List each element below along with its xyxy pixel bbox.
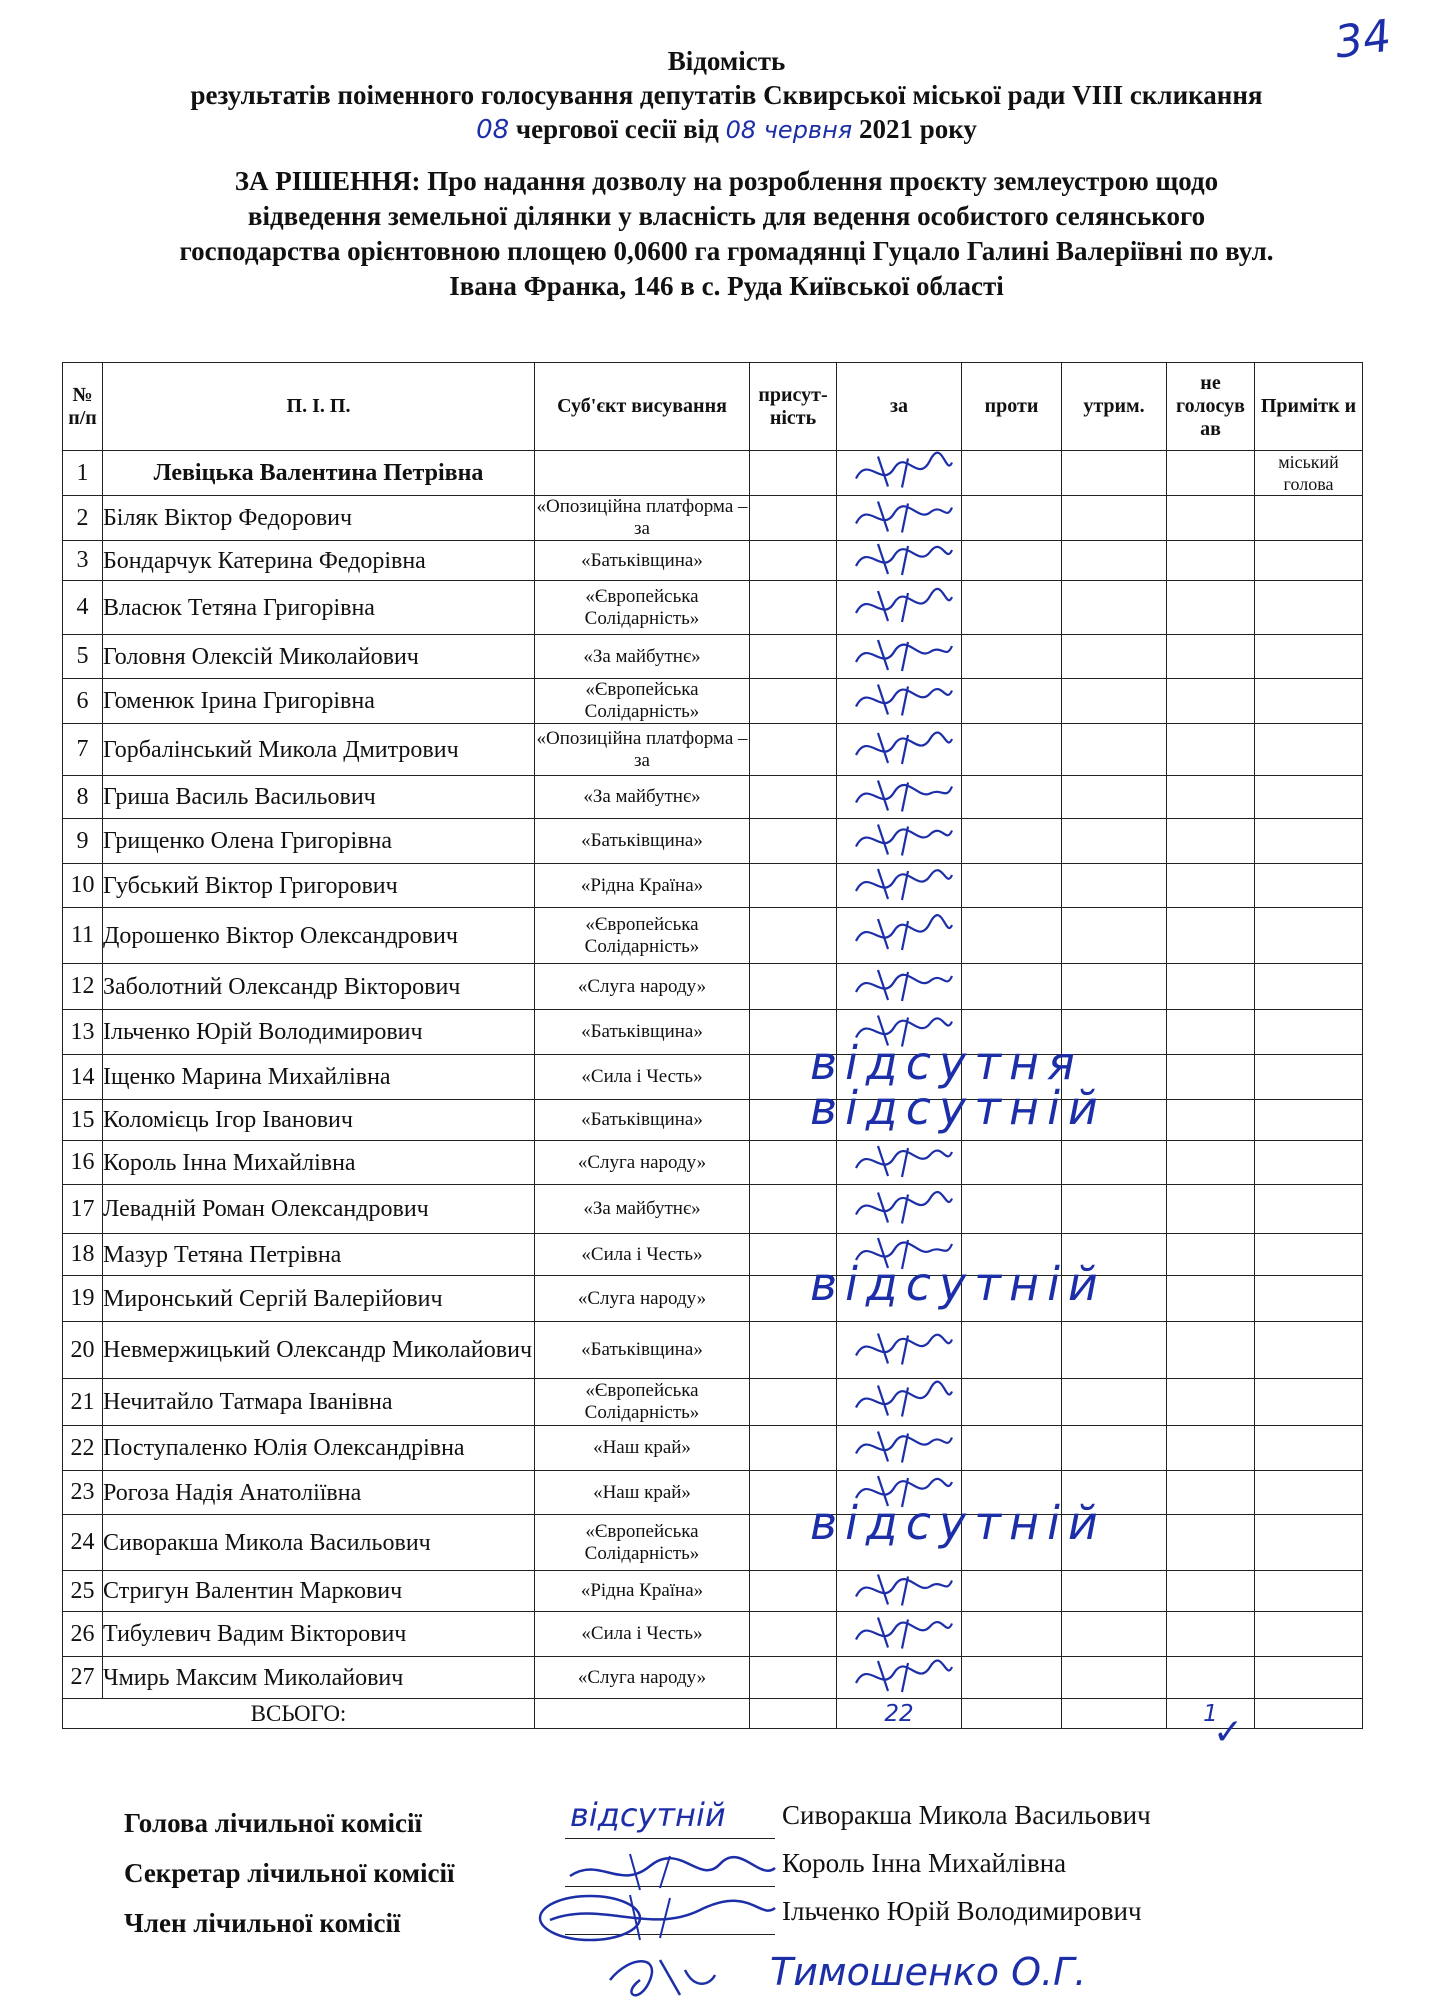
cell-not-voted [1167, 635, 1255, 679]
deputy-party: «Батьківщина» [535, 1322, 750, 1379]
cell-abstain [1062, 679, 1167, 724]
deputy-party: «Сила і Честь» [535, 1612, 750, 1657]
cell-present [750, 864, 837, 908]
cell-against [962, 1185, 1062, 1234]
bottom-signature [600, 1950, 720, 2000]
cell-against [962, 724, 1062, 776]
cell-not-voted [1167, 1276, 1255, 1322]
table-row [63, 1379, 1363, 1426]
cell-against [962, 1379, 1062, 1426]
cell-present [750, 1657, 837, 1699]
cell-against [962, 451, 1062, 496]
cell-not-voted [1167, 964, 1255, 1010]
cell-against [962, 819, 1062, 864]
cell-against [962, 1141, 1062, 1185]
total-row [63, 1699, 1363, 1729]
table-row [63, 1276, 1363, 1322]
row-number: 10 [63, 864, 103, 908]
chair-absent-note: відсутній [570, 1796, 726, 1834]
deputy-party: «За майбутнє» [535, 1185, 750, 1234]
deputy-note [1255, 964, 1363, 1010]
cell-not-voted [1167, 1515, 1255, 1571]
deputy-party: «Опозиційна платформа – за [535, 724, 750, 776]
cell-present [750, 451, 837, 496]
cell-not-voted [1167, 864, 1255, 908]
cell-against [962, 581, 1062, 635]
cell-not-voted [1167, 1612, 1255, 1657]
table-row [63, 1571, 1363, 1612]
doc-subtitle: результатів поіменного голосування депутатів Сквирської міської ради VIII скликання [190, 80, 1263, 110]
col-abstain: утрим. [1062, 363, 1167, 451]
deputy-name: Король Інна Михайлівна [103, 1141, 535, 1185]
cell-not-voted [1167, 724, 1255, 776]
member-signature [530, 1880, 780, 1950]
deputy-note [1255, 1471, 1363, 1515]
absent-mark: відсутній [810, 1496, 1106, 1550]
deputy-name: Головня Олексій Миколайович [103, 635, 535, 679]
deputy-name: Сиворакша Микола Васильович [103, 1515, 535, 1571]
deputy-name: Коломієць Ігор Іванович [103, 1100, 535, 1141]
deputy-party: «Слуга народу» [535, 964, 750, 1010]
row-number: 21 [63, 1379, 103, 1426]
deputy-party: «Європейська Солідарність» [535, 581, 750, 635]
deputy-party: «Батьківщина» [535, 1010, 750, 1055]
cell-against [962, 864, 1062, 908]
chair-name: Сиворакша Микола Васильович [782, 1800, 1151, 1830]
deputy-party: «Слуга народу» [535, 1141, 750, 1185]
deputy-name: Грищенко Олена Григорівна [103, 819, 535, 864]
cell-against [962, 776, 1062, 819]
deputy-party: «Слуга народу» [535, 1657, 750, 1699]
cell-not-voted [1167, 1185, 1255, 1234]
table-row [63, 1426, 1363, 1471]
decision-line-2: відведення земельної ділянки у власність для ведення особистого селянського [247, 201, 1206, 231]
deputy-note [1255, 581, 1363, 635]
deputy-name: Дорошенко Віктор Олександрович [103, 908, 535, 964]
cell-not-voted [1167, 1141, 1255, 1185]
table-row [63, 908, 1363, 964]
cell-against [962, 1426, 1062, 1471]
cell-abstain [1062, 635, 1167, 679]
chair-label: Голова лічильної комісії [124, 1808, 422, 1838]
table-row [63, 776, 1363, 819]
deputy-name: Левіцька Валентина Петрівна [103, 451, 535, 496]
table-row [63, 1471, 1363, 1515]
cell-against [962, 1657, 1062, 1699]
deputy-note [1255, 496, 1363, 541]
row-number: 2 [63, 496, 103, 541]
session-date: 08 червня [725, 116, 853, 144]
cell-not-voted [1167, 908, 1255, 964]
cell-abstain [1062, 1185, 1167, 1234]
deputy-note [1255, 679, 1363, 724]
row-number: 11 [63, 908, 103, 964]
cell-abstain [1062, 1571, 1167, 1612]
absent-mark: відсутня [810, 1036, 1083, 1090]
row-number: 6 [63, 679, 103, 724]
cell-abstain [1062, 1141, 1167, 1185]
deputy-name: Чмирь Максим Миколайович [103, 1657, 535, 1699]
total-notes [1255, 1699, 1363, 1729]
deputy-note [1255, 1010, 1363, 1055]
cell-not-voted [1167, 1571, 1255, 1612]
deputy-party: «Наш край» [535, 1471, 750, 1515]
cell-not-voted [1167, 776, 1255, 819]
deputy-note [1255, 1515, 1363, 1571]
decision-line-4: Івана Франка, 146 в с. Руда Київської області [449, 271, 1004, 301]
row-number: 8 [63, 776, 103, 819]
row-number: 17 [63, 1185, 103, 1234]
cell-present [750, 581, 837, 635]
deputy-name: Нечитайло Татмара Іванівна [103, 1379, 535, 1426]
table-row [63, 541, 1363, 581]
cell-not-voted [1167, 1100, 1255, 1141]
row-number: 26 [63, 1612, 103, 1657]
deputy-note [1255, 1322, 1363, 1379]
deputy-note [1255, 864, 1363, 908]
table-row [63, 679, 1363, 724]
table-row [63, 1612, 1363, 1657]
table-row [63, 451, 1363, 496]
table-row [63, 496, 1363, 541]
row-number: 4 [63, 581, 103, 635]
col-for: за [837, 363, 962, 451]
cell-not-voted [1167, 1379, 1255, 1426]
col-name: П. І. П. [103, 363, 535, 451]
deputy-name: Гоменюк Ірина Григорівна [103, 679, 535, 724]
deputy-name: Ільченко Юрій Володимирович [103, 1010, 535, 1055]
row-number: 18 [63, 1234, 103, 1276]
deputy-name: Левадній Роман Олександрович [103, 1185, 535, 1234]
row-number: 24 [63, 1515, 103, 1571]
row-number: 9 [63, 819, 103, 864]
chair-signature-line [565, 1838, 775, 1839]
vote-table [62, 362, 1363, 1729]
table-row [63, 864, 1363, 908]
row-number: 16 [63, 1141, 103, 1185]
cell-present [750, 1185, 837, 1234]
deputy-note [1255, 1379, 1363, 1426]
cell-against [962, 679, 1062, 724]
deputy-note [1255, 1571, 1363, 1612]
row-number: 5 [63, 635, 103, 679]
cell-not-voted [1167, 1010, 1255, 1055]
deputy-name: Власюк Тетяна Григорівна [103, 581, 535, 635]
row-number: 14 [63, 1055, 103, 1100]
row-number: 7 [63, 724, 103, 776]
deputy-note [1255, 635, 1363, 679]
deputy-name: Тибулевич Вадим Вікторович [103, 1612, 535, 1657]
cell-abstain [1062, 451, 1167, 496]
decision-line-3: господарства орієнтовною площею 0,0600 га громадянці Гуцало Галині Валеріївні по вул. [179, 236, 1274, 266]
row-number: 19 [63, 1276, 103, 1322]
table-row [63, 1055, 1363, 1100]
cell-abstain [1062, 1322, 1167, 1379]
cell-present [750, 1612, 837, 1657]
row-number: 20 [63, 1322, 103, 1379]
deputy-party: «Слуга народу» [535, 1276, 750, 1322]
cell-present [750, 635, 837, 679]
deputy-note [1255, 1657, 1363, 1699]
decision-line-1: ЗА РІШЕННЯ: Про надання дозволу на розроблення проєкту землеустрою щодо [234, 166, 1219, 196]
deputy-party: «Європейська Солідарність» [535, 1379, 750, 1426]
deputy-name: Заболотний Олександр Вікторович [103, 964, 535, 1010]
cell-not-voted [1167, 541, 1255, 581]
session-line-end: 2021 року [858, 114, 977, 144]
deputy-note [1255, 1055, 1363, 1100]
deputy-party: «Рідна Країна» [535, 864, 750, 908]
cell-not-voted [1167, 496, 1255, 541]
cell-present [750, 1426, 837, 1471]
cell-not-voted [1167, 451, 1255, 496]
table-row [63, 1515, 1363, 1571]
deputy-name: Поступаленко Юлія Олександрівна [103, 1426, 535, 1471]
col-notes: Примітк и [1255, 363, 1363, 451]
deputy-party: «Європейська Солідарність» [535, 679, 750, 724]
table-row [63, 964, 1363, 1010]
deputy-party: «Наш край» [535, 1426, 750, 1471]
table-row [63, 1141, 1363, 1185]
cell-abstain [1062, 541, 1167, 581]
cell-present [750, 1571, 837, 1612]
row-number: 27 [63, 1657, 103, 1699]
table-row [63, 635, 1363, 679]
total-not-voted: 1 [1167, 1699, 1255, 1729]
deputy-note [1255, 1426, 1363, 1471]
secretary-label: Секретар лічильної комісії [124, 1858, 455, 1888]
deputy-party: «Європейська Солідарність» [535, 908, 750, 964]
cell-abstain [1062, 908, 1167, 964]
deputy-party: «Батьківщина» [535, 819, 750, 864]
row-number: 15 [63, 1100, 103, 1141]
table-header-row [63, 363, 1363, 451]
row-number: 1 [63, 451, 103, 496]
table-row [63, 1322, 1363, 1379]
cell-present [750, 1141, 837, 1185]
cell-not-voted [1167, 679, 1255, 724]
cell-against [962, 496, 1062, 541]
deputy-party: «Сила і Честь» [535, 1234, 750, 1276]
table-row [63, 1234, 1363, 1276]
row-number: 23 [63, 1471, 103, 1515]
row-number: 25 [63, 1571, 103, 1612]
deputy-name: Стригун Валентин Маркович [103, 1571, 535, 1612]
cell-present [750, 964, 837, 1010]
page-number: 34 [1331, 10, 1395, 69]
col-against: проти [962, 363, 1062, 451]
deputy-party: «Батьківщина» [535, 541, 750, 581]
table-row [63, 1657, 1363, 1699]
cell-against [962, 541, 1062, 581]
total-against [962, 1699, 1062, 1729]
cell-not-voted [1167, 819, 1255, 864]
deputy-party: «За майбутнє» [535, 635, 750, 679]
cell-not-voted [1167, 1234, 1255, 1276]
deputy-party: «Опозиційна платформа – за [536, 496, 748, 539]
deputy-name: Мазур Тетяна Петрівна [103, 1234, 535, 1276]
table-row [63, 1185, 1363, 1234]
deputy-note [1255, 541, 1363, 581]
secretary-name: Король Інна Михайлівна [782, 1848, 1067, 1878]
signature-mark [848, 1226, 958, 1282]
cell-against [962, 1322, 1062, 1379]
deputy-note: міський голова [1255, 451, 1363, 496]
total-label: ВСЬОГО: [63, 1699, 535, 1729]
cell-not-voted [1167, 1055, 1255, 1100]
cell-not-voted [1167, 581, 1255, 635]
cell-against [962, 635, 1062, 679]
absent-mark: відсутній [810, 1257, 1106, 1311]
cell-abstain [1062, 964, 1167, 1010]
cell-present [750, 679, 837, 724]
cell-abstain [1062, 1657, 1167, 1699]
cell-abstain [1062, 776, 1167, 819]
cell-abstain [1062, 1426, 1167, 1471]
cell-against [962, 1612, 1062, 1657]
deputy-party: «Сила і Честь» [535, 1055, 750, 1100]
cell-not-voted [1167, 1426, 1255, 1471]
cell-not-voted [1167, 1471, 1255, 1515]
cell-abstain [1062, 1379, 1167, 1426]
table-row [63, 1010, 1363, 1055]
cell-abstain [1062, 864, 1167, 908]
cell-abstain [1062, 581, 1167, 635]
deputy-note [1255, 1141, 1363, 1185]
col-party: Суб'єкт висування [535, 363, 750, 451]
cell-present [750, 908, 837, 964]
deputy-note [1255, 1234, 1363, 1276]
deputy-party: «Батьківщина» [535, 1100, 750, 1141]
session-line-mid: чергової сесії від [515, 114, 719, 144]
deputy-note [1255, 1100, 1363, 1141]
total-for: 22 [837, 1699, 962, 1729]
cell-present [750, 1322, 837, 1379]
deputy-name: Бондарчук Катерина Федорівна [103, 541, 535, 581]
checkmark-icon: ✓ [1213, 1712, 1244, 1753]
deputy-note [1255, 819, 1363, 864]
member-name: Ільченко Юрій Володимирович [782, 1896, 1142, 1926]
deputy-party: «Рідна Країна» [535, 1571, 750, 1612]
cell-abstain [1062, 1612, 1167, 1657]
total-party [535, 1699, 750, 1729]
deputy-name: Горбалінський Микола Дмитрович [103, 724, 535, 776]
deputy-name: Рогоза Надія Анатоліївна [103, 1471, 535, 1515]
session-line [0, 112, 1453, 147]
cell-against [962, 964, 1062, 1010]
row-number: 13 [63, 1010, 103, 1055]
table-row [63, 581, 1363, 635]
cell-against [962, 1571, 1062, 1612]
cell-present [750, 496, 837, 541]
col-not-voted: не голосув ав [1167, 363, 1255, 451]
signature-mark [848, 1463, 958, 1521]
signature-mark [848, 1002, 958, 1061]
cell-abstain [1062, 819, 1167, 864]
col-num: № п/п [63, 363, 103, 451]
row-number: 3 [63, 541, 103, 581]
row-number: 12 [63, 964, 103, 1010]
deputy-name: Миронський Сергій Валерійович [103, 1276, 535, 1322]
doc-title: Відомість [667, 46, 786, 76]
deputy-note [1255, 776, 1363, 819]
cell-present [750, 819, 837, 864]
deputy-note [1255, 1185, 1363, 1234]
absent-mark: відсутній [810, 1081, 1106, 1135]
deputy-name: Гриша Василь Васильович [103, 776, 535, 819]
deputy-party [535, 451, 750, 496]
cell-present [750, 541, 837, 581]
total-present [750, 1699, 837, 1729]
table-row [63, 1100, 1363, 1141]
deputy-name: Біляк Віктор Федорович [103, 496, 535, 541]
deputy-name: Невмержицький Олександр Миколайович [103, 1322, 535, 1379]
cell-abstain [1062, 496, 1167, 541]
cell-not-voted [1167, 1657, 1255, 1699]
cell-present [750, 776, 837, 819]
deputy-note [1255, 908, 1363, 964]
cell-abstain [1062, 724, 1167, 776]
total-abstain [1062, 1699, 1167, 1729]
deputy-note [1255, 724, 1363, 776]
signature-mark [848, 1649, 958, 1705]
deputy-name: Іщенко Марина Михайлівна [103, 1055, 535, 1100]
row-number: 22 [63, 1426, 103, 1471]
cell-present [750, 1379, 837, 1426]
deputy-note [1255, 1276, 1363, 1322]
deputy-name: Губський Віктор Григорович [103, 864, 535, 908]
bottom-handwritten-name: Тимошенко О.Г. [770, 1950, 1087, 1994]
table-row [63, 819, 1363, 864]
cell-not-voted [1167, 1322, 1255, 1379]
session-number: 08 [476, 115, 510, 145]
deputy-party: «За майбутнє» [535, 776, 750, 819]
table-row [63, 724, 1363, 776]
deputy-note [1255, 1612, 1363, 1657]
member-label: Член лічильної комісії [124, 1908, 401, 1938]
cell-present [750, 724, 837, 776]
cell-against [962, 908, 1062, 964]
deputy-party: «Європейська Солідарність» [535, 1515, 750, 1571]
col-present: присут-ність [750, 363, 837, 451]
